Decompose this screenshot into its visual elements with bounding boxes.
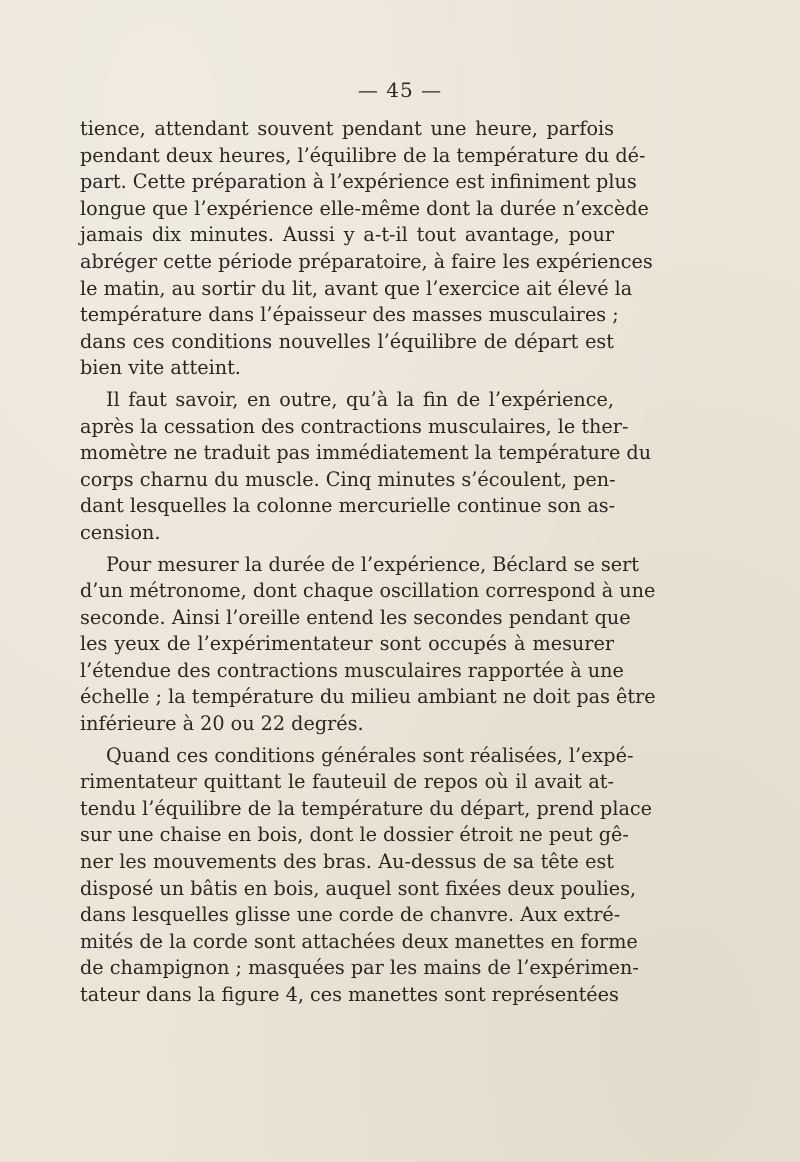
text-line: le matin, au sortir du lit, avant que l’exercice ait élevé la [80, 276, 633, 300]
text-line: dans ces conditions nouvelles l’équilibre de départ est [80, 329, 614, 353]
text-line: après la cessation des contractions musculaires, le ther- [80, 414, 629, 438]
page-number: — 45 — [357, 78, 443, 102]
text-line: tateur dans la figure 4, ces manettes sont représentées [80, 983, 619, 1006]
text-line: échelle ; la température du milieu ambiant ne doit pas être [80, 685, 656, 709]
text-line: tendu l’équilibre de la température du départ, prend place [80, 796, 653, 820]
text-line: les yeux de l’expérimentateur sont occupés à mesurer [80, 632, 614, 656]
text-line: dans lesquelles glisse une corde de chanvre. Aux extré- [80, 903, 621, 927]
paragraph-4 [80, 743, 653, 1009]
text-line: rimentateur quittant le fauteuil de repos où il avait at- [80, 770, 614, 794]
text-line: sur une chaise en bois, dont le dossier étroit ne peut gê- [80, 823, 629, 847]
text-line: Quand ces conditions générales sont réalisées, l’expé- [106, 743, 634, 767]
text-line: température dans l’épaisseur des masses musculaires ; [80, 303, 619, 327]
text-line: part. Cette préparation à l’expérience est infiniment plus [80, 170, 637, 194]
text-line: inférieure à 20 ou 22 degrés. [80, 712, 364, 736]
body-text [80, 116, 656, 1014]
text-line: dant lesquelles la colonne mercurielle continue son as- [80, 494, 616, 518]
text-line: l’étendue des contractions musculaires rapportée à une [80, 658, 624, 682]
text-line: abréger cette période préparatoire, à faire les expériences [80, 249, 653, 273]
text-line: mités de la corde sont attachées deux manettes en forme [80, 929, 638, 953]
text-line: Pour mesurer la durée de l’expérience, Béclard se sert [106, 552, 639, 576]
text-line: disposé un bâtis en bois, auquel sont fixées deux poulies, [80, 876, 637, 900]
text-line: tience, attendant souvent pendant une heure, parfois [80, 117, 614, 140]
paragraph-3 [80, 552, 656, 738]
text-line: de champignon ; masquées par les mains de l’expérimen- [80, 956, 639, 980]
text-line: seconde. Ainsi l’oreille entend les secondes pendant que [80, 605, 631, 629]
text-line: jamais dix minutes. Aussi y a-t-il tout avantage, pour [80, 223, 614, 247]
text-line: d’un métronome, dont chaque oscillation correspond à une [80, 579, 656, 603]
text-line: momètre ne traduit pas immédiatement la température du [80, 441, 652, 465]
text-line: ner les mouvements des bras. Au-dessus de sa tête est [80, 850, 614, 874]
paragraph-2 [80, 387, 652, 547]
text-line: Il faut savoir, en outre, qu’à la fin de l’expérience, [106, 387, 614, 411]
text-line: bien vite atteint. [80, 356, 241, 380]
text-line: cension. [80, 520, 161, 544]
text-line: corps charnu du muscle. Cinq minutes s’écoulent, pen- [80, 467, 616, 491]
text-line: longue que l’expérience elle-même dont la durée n’excède [80, 196, 649, 220]
paragraph-1 [80, 116, 653, 382]
text-line: pendant deux heures, l’équilibre de la température du dé- [80, 143, 646, 167]
